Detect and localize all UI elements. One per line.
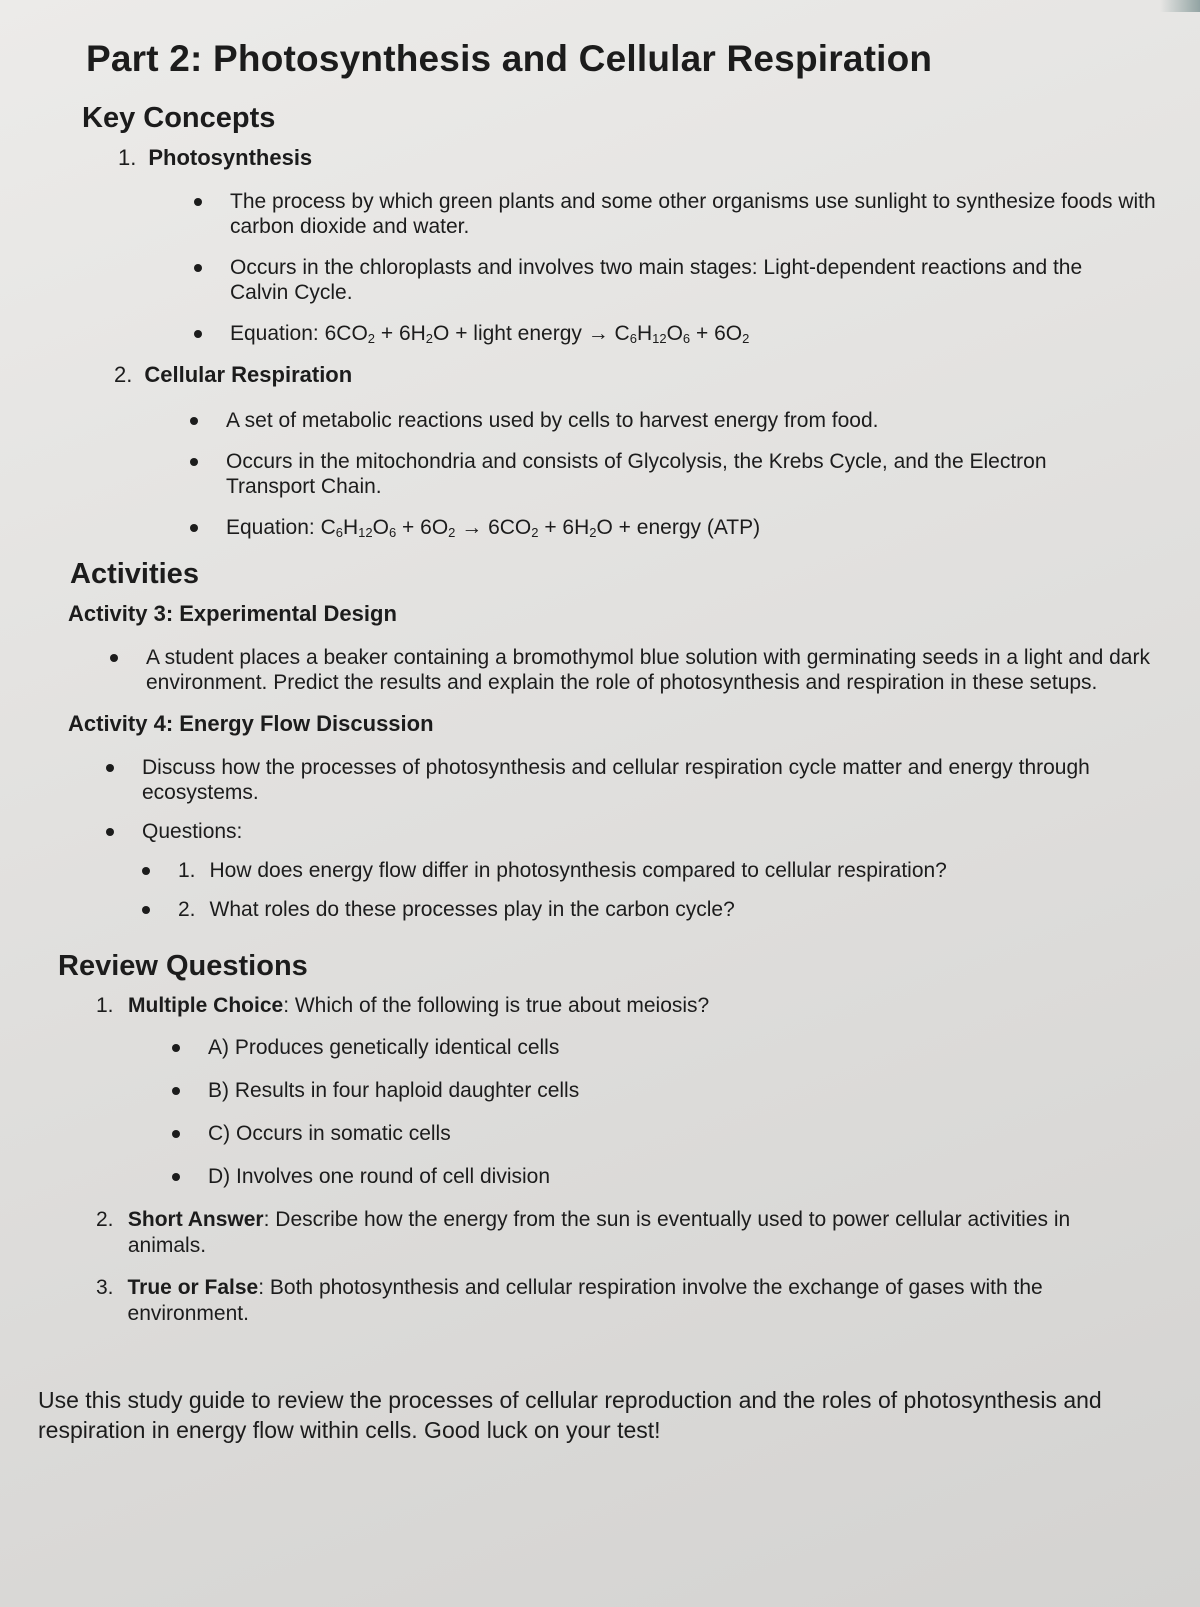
- review-questions-heading: Review Questions: [58, 950, 308, 982]
- true-false-question: 3. True or False: Both photosynthesis and cellular respiration involve the exchange of gases with the environment.: [96, 1276, 1043, 1325]
- page-title: Part 2: Photosynthesis and Cellular Respiration: [86, 38, 933, 79]
- closing-note: Use this study guide to review the processes of cellular reproduction and the roles of photosynthesis and respiration in energy flow within cells. Good luck on your test!: [38, 1387, 1102, 1443]
- activity-4-description: Discuss how the processes of photosynthesis and cellular respiration cycle matter and energy through ecosystems.: [142, 755, 1162, 805]
- activity-4-bullets: [142, 755, 1170, 922]
- equation-formula: $C_6H_{12}O_6 + 6O_2 \to 6CO_2 + 6H_2O$ + energy (ATP): [320, 516, 761, 540]
- respiration-title: Cellular Respiration: [144, 362, 353, 387]
- respiration-heading: [114, 362, 1170, 388]
- page-corner-shadow: [1160, 0, 1200, 12]
- activity-3-description: A student places a beaker containing a bromothymol blue solution with germinating seeds in a light and dark environment. Predict the results and explain the role of photosynthesis and respiration in these setups.: [146, 645, 1186, 695]
- option-a: A) Produces genetically identical cells: [208, 1035, 1170, 1060]
- option-c: C) Occurs in somatic cells: [208, 1121, 1170, 1146]
- key-concepts-heading: Key Concepts: [82, 102, 276, 134]
- option-b: B) Results in four haploid daughter cells: [208, 1078, 1170, 1103]
- discussion-questions: [178, 858, 1170, 922]
- equation-label: Equation:: [226, 516, 315, 539]
- photosynthesis-location: Occurs in the chloroplasts and involves two main stages: Light-dependent reactions and the Calvin Cycle.: [230, 255, 1130, 305]
- multiple-choice-question: 1. Multiple Choice: Which of the following is true about meiosis?: [96, 994, 710, 1017]
- respiration-number: 2.: [114, 362, 133, 387]
- respiration-bullets: [226, 408, 1170, 540]
- photosynthesis-bullets: [230, 189, 1170, 346]
- photosynthesis-equation: [230, 321, 1170, 346]
- activities-heading: Activities: [70, 558, 199, 590]
- photosynthesis-number: 1.: [118, 145, 137, 170]
- respiration-definition: A set of metabolic reactions used by cells to harvest energy from food.: [226, 408, 1170, 433]
- photosynthesis-heading: [118, 145, 1170, 171]
- activity-4-questions: [142, 819, 1170, 922]
- respiration-location: Occurs in the mitochondria and consists of Glycolysis, the Krebs Cycle, and the Electron Transport Chain.: [226, 449, 1106, 499]
- equation-formula: $6CO_2 + 6H_2O$ + light energy → $C_6H_{12}O_6 + 6O_2$: [324, 322, 750, 346]
- activity-4-title: Activity 4: Energy Flow Discussion: [68, 711, 434, 736]
- activity-3-bullets: [146, 645, 1170, 695]
- multiple-choice-options: [208, 1035, 1170, 1189]
- photosynthesis-definition: The process by which green plants and some other organisms use sunlight to synthesize foods with carbon dioxide and water.: [230, 189, 1160, 239]
- short-answer-question: 2. Short Answer: Describe how the energy from the sun is eventually used to power cellular activities in animals.: [96, 1208, 1071, 1257]
- photosynthesis-title: Photosynthesis: [148, 145, 313, 170]
- questions-label: Questions:: [142, 820, 243, 843]
- equation-label: Equation:: [230, 322, 319, 345]
- option-d: D) Involves one round of cell division: [208, 1164, 1170, 1189]
- activity-3-title: Activity 3: Experimental Design: [68, 601, 397, 626]
- respiration-equation: [226, 515, 1170, 540]
- list-item: 2. What roles do these processes play in the carbon cycle?: [178, 897, 1170, 922]
- list-item: 1. How does energy flow differ in photosynthesis compared to cellular respiration?: [178, 858, 1170, 883]
